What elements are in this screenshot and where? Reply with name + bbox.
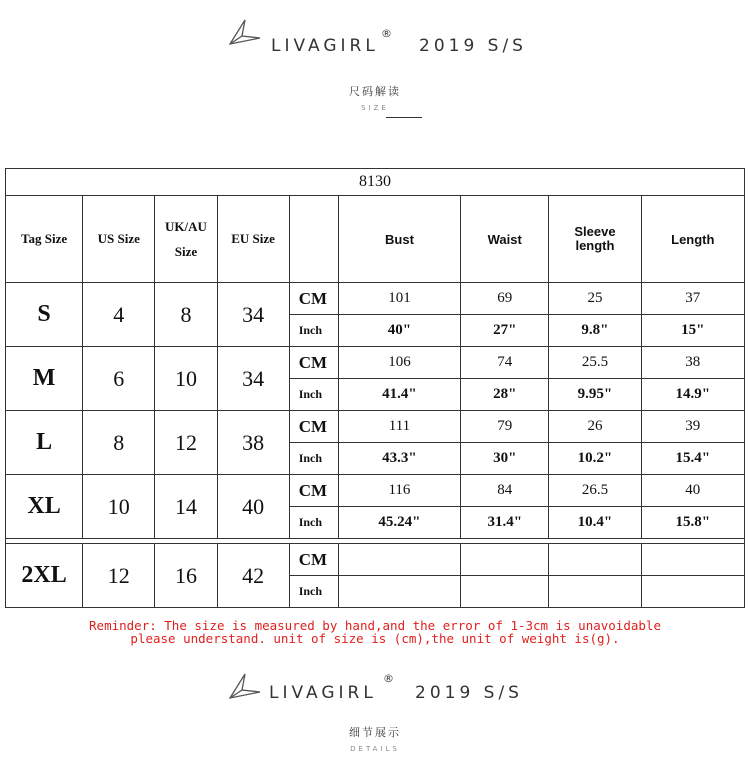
registered-mark: ® <box>381 27 392 40</box>
waist-inch-cell: 28" <box>461 379 549 411</box>
tag-size-cell: L <box>6 411 83 475</box>
eu-size-cell: 34 <box>217 283 289 347</box>
details-section-subtitle: DETAILS <box>350 745 400 753</box>
sleeve-cm-cell: 25.5 <box>549 347 641 379</box>
model-number: 8130 <box>6 169 745 196</box>
tag-size-cell: M <box>6 347 83 411</box>
unit-inch-label: Inch <box>289 379 338 411</box>
unit-cm-label: CM <box>289 544 338 576</box>
uk-size-cell: 8 <box>155 283 217 347</box>
eu-size-cell: 34 <box>217 347 289 411</box>
us-size-cell: 4 <box>83 283 155 347</box>
bust-cm-cell: 116 <box>338 475 460 507</box>
sleeve-cm-cell: 26.5 <box>549 475 641 507</box>
header-unit <box>289 196 338 283</box>
brand-name: LIVAGIRL <box>271 36 379 56</box>
size-row-m <box>6 347 745 379</box>
bust-inch-cell: 40" <box>338 315 460 347</box>
length-cm-cell: 38 <box>641 347 744 379</box>
length-cm-cell: 37 <box>641 283 744 315</box>
size-row-2xl <box>6 544 745 576</box>
eu-size-cell: 40 <box>217 475 289 539</box>
length-inch-cell: 15.8" <box>641 507 744 539</box>
length-inch-cell: 15.4" <box>641 443 744 475</box>
length-cm-cell <box>641 544 744 576</box>
size-chart-table <box>5 168 745 608</box>
tag-size-cell: XL <box>6 475 83 539</box>
bust-cm-cell: 111 <box>338 411 460 443</box>
header-bust: Bust <box>338 196 460 283</box>
sleeve-cm-cell: 25 <box>549 283 641 315</box>
unit-inch-label: Inch <box>289 315 338 347</box>
bust-inch-cell <box>338 576 460 608</box>
registered-mark: ® <box>383 672 394 685</box>
brand-season: 2019 S/S <box>415 683 523 703</box>
length-inch-cell: 15" <box>641 315 744 347</box>
header-length: Length <box>641 196 744 283</box>
unit-inch-label: Inch <box>289 443 338 475</box>
header-uk-au-size: UK/AU Size <box>155 196 217 283</box>
brand-header-bottom <box>0 672 750 712</box>
waist-inch-cell: 27" <box>461 315 549 347</box>
uk-size-cell: 12 <box>155 411 217 475</box>
waist-inch-cell: 30" <box>461 443 549 475</box>
eu-size-cell: 38 <box>217 411 289 475</box>
length-inch-cell <box>641 576 744 608</box>
triangle-logo-icon <box>228 18 262 48</box>
sleeve-inch-cell: 9.8" <box>549 315 641 347</box>
sleeve-inch-cell <box>549 576 641 608</box>
bust-inch-cell: 43.3" <box>338 443 460 475</box>
unit-cm-label: CM <box>289 475 338 507</box>
tag-size-cell: 2XL <box>6 544 83 608</box>
size-section-title: 尺码解读 <box>349 85 401 98</box>
sleeve-inch-cell: 10.2" <box>549 443 641 475</box>
reminder-note <box>0 619 750 645</box>
size-section-subtitle: SIZE <box>361 104 389 112</box>
us-size-cell: 10 <box>83 475 155 539</box>
us-size-cell: 12 <box>83 544 155 608</box>
uk-size-cell: 10 <box>155 347 217 411</box>
size-row-xl <box>6 475 745 507</box>
waist-inch-cell: 31.4" <box>461 507 549 539</box>
unit-cm-label: CM <box>289 347 338 379</box>
tag-size-cell: S <box>6 283 83 347</box>
header-tag-size: Tag Size <box>6 196 83 283</box>
bust-inch-cell: 41.4" <box>338 379 460 411</box>
sleeve-cm-cell: 26 <box>549 411 641 443</box>
uk-size-cell: 14 <box>155 475 217 539</box>
unit-cm-label: CM <box>289 283 338 315</box>
unit-cm-label: CM <box>289 411 338 443</box>
eu-size-cell: 42 <box>217 544 289 608</box>
brand-name: LIVAGIRL <box>269 683 377 703</box>
header-row <box>6 196 745 283</box>
sleeve-inch-cell: 10.4" <box>549 507 641 539</box>
size-row-s <box>6 283 745 315</box>
reminder-line-1: Reminder: The size is measured by hand,and the error of 1-3cm is unavoidable <box>89 618 661 633</box>
header-us-size: US Size <box>83 196 155 283</box>
us-size-cell: 6 <box>83 347 155 411</box>
uk-size-cell: 16 <box>155 544 217 608</box>
header-sleeve-length: Sleeve length <box>549 196 641 283</box>
bust-cm-cell <box>338 544 460 576</box>
sleeve-inch-cell: 9.95" <box>549 379 641 411</box>
bust-cm-cell: 106 <box>338 347 460 379</box>
triangle-logo-icon <box>228 672 262 702</box>
brand-season: 2019 S/S <box>419 36 527 56</box>
us-size-cell: 8 <box>83 411 155 475</box>
bust-inch-cell: 45.24" <box>338 507 460 539</box>
waist-cm-cell: 74 <box>461 347 549 379</box>
header-waist: Waist <box>461 196 549 283</box>
waist-cm-cell: 79 <box>461 411 549 443</box>
waist-cm-cell <box>461 544 549 576</box>
length-inch-cell: 14.9" <box>641 379 744 411</box>
section-divider <box>386 117 422 118</box>
length-cm-cell: 40 <box>641 475 744 507</box>
waist-cm-cell: 69 <box>461 283 549 315</box>
length-cm-cell: 39 <box>641 411 744 443</box>
brand-header-top <box>0 18 750 58</box>
reminder-line-2: please understand. unit of size is (cm),the unit of weight is(g). <box>130 631 620 646</box>
size-row-l <box>6 411 745 443</box>
unit-inch-label: Inch <box>289 507 338 539</box>
waist-inch-cell <box>461 576 549 608</box>
header-eu-size: EU Size <box>217 196 289 283</box>
waist-cm-cell: 84 <box>461 475 549 507</box>
sleeve-cm-cell <box>549 544 641 576</box>
details-section-title: 细节展示 <box>349 726 401 739</box>
bust-cm-cell: 101 <box>338 283 460 315</box>
unit-inch-label: Inch <box>289 576 338 608</box>
